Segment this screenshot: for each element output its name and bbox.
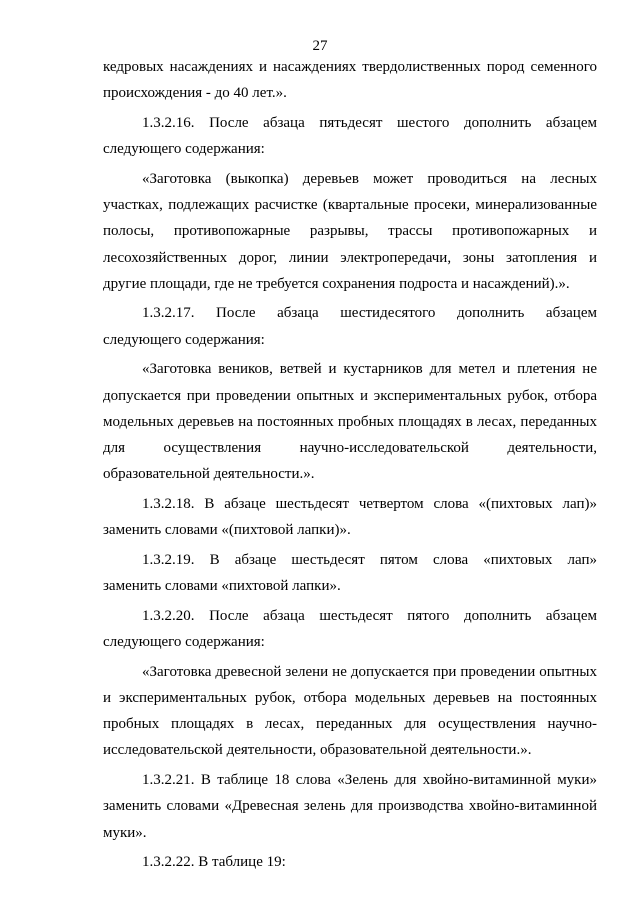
text-line: полосы, противопожарные разрывы, трассы противопожарных и — [103, 223, 597, 240]
text-line: заменить словами «пихтовой лапки». — [103, 578, 341, 595]
text-line: участках, подлежащих расчистке (квартальные просеки, минерализованные — [103, 197, 597, 214]
text-line: следующего содержания: — [103, 634, 265, 651]
text-line: «Заготовка веников, ветвей и кустарников для метел и плетения не — [142, 361, 597, 378]
text-line: и экспериментальных рубок, отбора модельных деревьев на постоянных — [103, 690, 597, 707]
text-line: кедровых насаждениях и насаждениях твердолиственных пород семенного — [103, 59, 597, 75]
text-line: муки». — [103, 824, 147, 841]
text-line: 1.3.2.17. После абзаца шестидесятого дополнить абзацем — [142, 305, 597, 322]
text-line: 1.3.2.22. В таблице 19: — [142, 854, 286, 871]
page-number: 27 — [312, 38, 328, 54]
text-line: исследовательской деятельности, образовательной деятельности.». — [103, 742, 532, 759]
text-line: 1.3.2.19. В абзаце шестьдесят пятом слова «пихтовых лап» — [142, 551, 597, 568]
text-line: следующего содержания: — [103, 141, 265, 158]
document-body — [103, 54, 597, 876]
text-line: 1.3.2.21. В таблице 18 слова «Зелень для хвойно-витаминной муки» — [142, 772, 597, 789]
text-line: 1.3.2.16. После абзаца пятьдесят шестого дополнить абзацем — [142, 114, 597, 131]
text-line: заменить словами «(пихтовой лапки)». — [103, 522, 351, 539]
text-line: «Заготовка древесной зелени не допускается при проведении опытных — [142, 663, 597, 680]
text-line: пробных площадях в лесах, переданных для осуществления научно- — [103, 716, 597, 733]
text-line: другие площади, где не требуется сохранения подроста и насаждений).». — [103, 275, 570, 292]
text-line: образовательной деятельности.». — [103, 466, 315, 483]
text-line: допускается при проведении опытных и экспериментальных рубок, отбора — [103, 387, 597, 404]
text-line: лесохозяйственных дорог, линии электропередачи, зоны затопления и — [103, 249, 597, 266]
text-line: «Заготовка (выкопка) деревьев может проводиться на лесных — [142, 170, 597, 187]
text-line: 1.3.2.20. После абзаца шестьдесят пятого дополнить абзацем — [142, 607, 597, 624]
text-line: для осуществления научно-исследовательской деятельности, — [103, 440, 597, 456]
text-line: 1.3.2.18. В абзаце шестьдесят четвертом слова «(пихтовых лап)» — [142, 495, 597, 512]
text-line: происхождения - до 40 лет.». — [103, 85, 287, 102]
text-line: заменить словами «Древесная зелень для производства хвойно-витаминной — [103, 798, 597, 815]
text-line: модельных деревьев на постоянных пробных площадях в лесах, переданных — [103, 413, 597, 430]
text-line: следующего содержания: — [103, 331, 265, 348]
